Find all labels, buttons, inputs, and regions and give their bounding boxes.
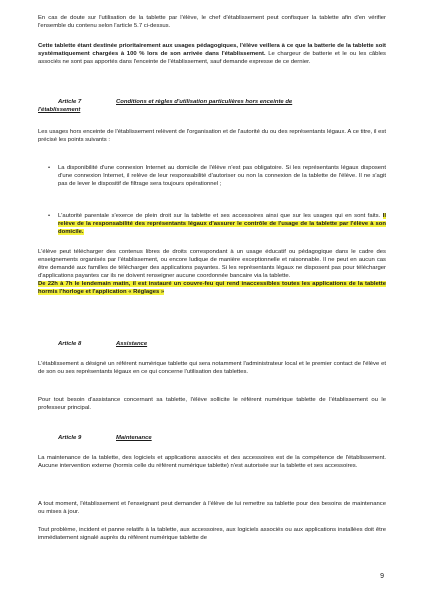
bullet-text-parental — [58, 212, 386, 236]
battery-bold-text: Cette tablette étant destinée prioritairement aux usages pédagogiques, l'élève veillera à ce que la batterie de la tablette soit systématiquement chargées à 100 % lors de son arrivée dans l'établissement. — [38, 43, 386, 58]
battery-rest-text: Le chargeur de batterie et le ou les câbles associés ne sont pas apportés dans l'enceinte de l'établissement, sauf demande expresse de ce dernier. — [38, 51, 386, 66]
paragraph-battery — [38, 42, 386, 66]
article-9-paragraph-2: A tout moment, l'établissement et l'enseignant peut demander à l'élève de lui remettre sa tablette pour des besoins de maintenance ou mises à jour. — [38, 501, 386, 516]
page-number: 9 — [380, 573, 384, 580]
article-8-paragraph-1: L'établissement a désigné un référent numérique tablette qui sera notamment l'administrateur local et le premier contact de l'élève et de son ou ses représentants légaux en ce qui concerne l'utilisation des tablettes. — [38, 361, 386, 376]
bullet-dot: • — [48, 165, 51, 171]
paragraph-downloads — [38, 248, 386, 297]
article-8-paragraph-2: Pour tout besoin d'assistance concernant sa tablette, l'élève sollicite le référent numérique tablette de l'établissement ou le professeur principal. — [38, 397, 386, 412]
article-7-number: Article 7 — [58, 99, 82, 105]
bullet-dot: • — [48, 213, 51, 219]
downloads-text: L'élève peut télécharger des contenus libres de droits correspondant à un usage éducatif ou pédagogique dans le cadre des enseignements organisés par l'établissement, ou encore ludique de manière exceptionnelle et raisonnable. Il ne peut en aucun cas être demandé aux familles de télécharger des applications payantes. Si les représentants légaux ne disposent pas pour télécharger d'applications payantes car ils ne doivent renseigner aucune coordonnée bancaire via la tablette. — [38, 249, 386, 280]
paragraph-confiscation: En cas de doute sur l'utilisation de la tablette par l'élève, le chef d'établissement peut confisquer la tablette afin d'en vérifier l'ensemble du contenu selon l'article 5.7 ci-dessus. — [38, 15, 386, 30]
bullet-text-internet: La disponibilité d'une connexion Internet au domicile de l'élève n'est pas obligatoire. Si les représentants légaux disposent d'une connexion Internet, il relève de leur responsabilité d'autoriser ou non la connexion de la tablette de l'élève. Il ne s'agit pas de lever le dispositif de filtrage sera toujours opérationnel ; — [58, 165, 386, 188]
parental-plain-text: L'autorité parentale s'exerce de plein droit sur la tablette et ses accessoires ainsi que sur les usages qui en sont faits. — [58, 213, 383, 219]
bullet-item-internet — [38, 164, 386, 188]
article-9-number: Article 9 — [58, 435, 82, 441]
article-9-title: Maintenance — [116, 435, 152, 441]
article-7-heading — [38, 98, 386, 114]
article-8-title: Assistance — [116, 341, 148, 347]
article-8-number: Article 8 — [58, 341, 82, 347]
curfew-text: De 22h à 7h le lendemain matin, il est instauré un couvre-feu qui rend inaccessibles toutes les applications de la tablette hormis l'horloge et l'application « Réglages » — [38, 281, 386, 296]
bullet-item-parental — [38, 212, 386, 236]
article-9-heading — [38, 434, 386, 442]
article-9-paragraph-3: Tout problème, incident et panne relatifs à la tablette, aux accessoires, aux logiciels associés ou aux applications installées doit être immédiatement signalé auprès du référent numérique tablette de — [38, 527, 386, 542]
article-7-title-line1: Conditions et règles d'utilisation particulières hors enceinte de — [116, 99, 293, 105]
article-8-heading — [38, 340, 386, 348]
article-9-paragraph-1: La maintenance de la tablette, des logiciels et applications associés et des accessoires est de la compétence de l'établissement. Aucune intervention externe (hormis celle du référent numérique tablette) n'est autorisée sur la tablette et ses accessoires. — [38, 455, 386, 470]
article-7-title-line2: l'établissement — [38, 107, 81, 114]
parental-bold-text: Il relève de la responsabilité des représentants légaux d'assurer le contrôle de l'usage de la tablette par l'élève à son domicile. — [58, 213, 386, 236]
article-7-intro: Les usages hors enceinte de l'établissement relèvent de l'organisation et de l'autorité du ou des représentants légaux. A ce titre, il est précisé les points suivants : — [38, 129, 386, 144]
